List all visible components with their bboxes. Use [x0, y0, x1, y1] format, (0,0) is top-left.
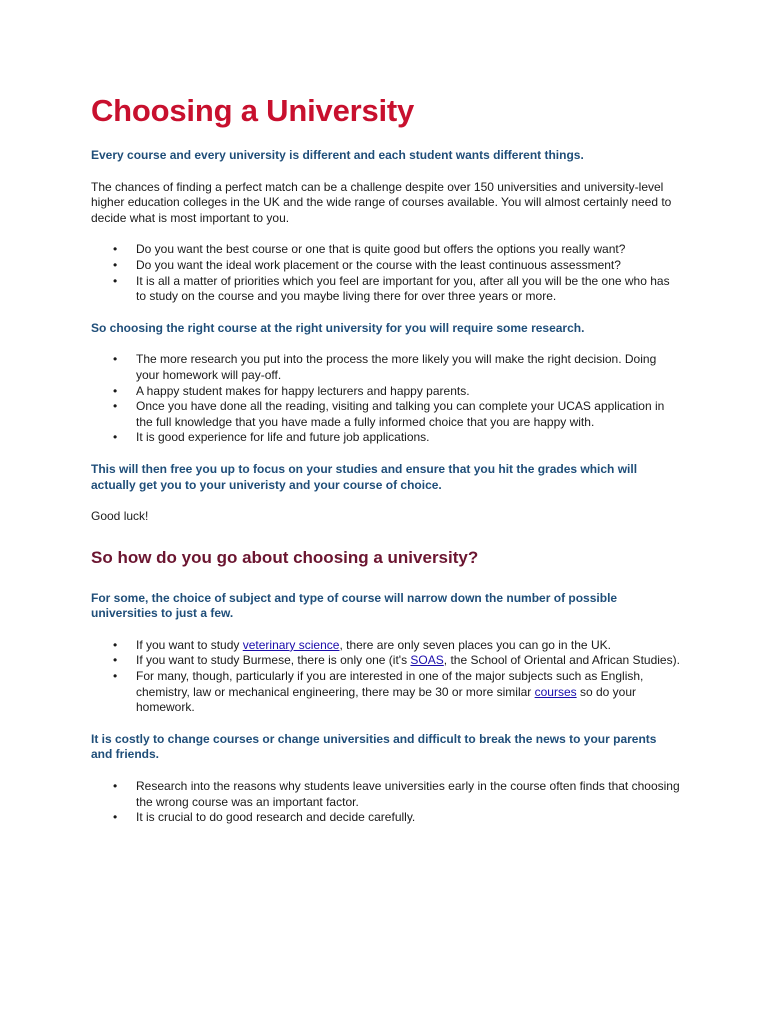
priorities-list: [91, 242, 681, 304]
section-heading: So how do you go about choosing a university?: [91, 547, 479, 567]
research-reasons-list: [91, 779, 681, 826]
veterinary-science-link[interactable]: veterinary science: [242, 637, 340, 652]
list-item: • It is all a matter of priorities which you feel are important for you, after all you will be the one who has to study on the course and you maybe living there for over three years or more.: [91, 274, 681, 305]
costly-change-lead: It is costly to change courses or change universities and difficult to break the news to your parents and friends.: [91, 731, 657, 762]
list-item: • It is good experience for life and future job applications.: [91, 430, 681, 446]
list-item: • Do you want the ideal work placement or the course with the least continuous assessment?: [91, 258, 681, 274]
list-item: • It is crucial to do good research and decide carefully.: [91, 810, 681, 826]
list-item: • Do you want the best course or one that is quite good but offers the options you really want?: [91, 242, 681, 258]
list-item: • Research into the reasons why students leave universities early in the course often finds that choosing the wrong course was an important factor.: [91, 779, 681, 810]
list-item: • Once you have done all the reading, visiting and talking you can complete your UCAS application in the full knowledge that you have made a fully informed choice that you are happy with.: [91, 399, 681, 430]
research-lead: So choosing the right course at the right university for you will require some research.: [91, 320, 585, 335]
research-list: [91, 352, 681, 446]
intro-lead: Every course and every university is different and each student wants different things.: [91, 148, 584, 162]
list-item: • The more research you put into the process the more likely you will make the right decision. Doing your homework will pay-off.: [91, 352, 681, 383]
page-title: Choosing a University: [91, 93, 415, 128]
focus-lead: This will then free you up to focus on your studies and ensure that you hit the grades which will actually get you to your univeristy and your course of choice.: [91, 461, 638, 492]
list-item: • For many, though, particularly if you are interested in one of the major subjects such as English, chemistry, law or mechanical engineering, there may be 30 or more similar courses so do your homework.: [91, 669, 681, 716]
list-item: • If you want to study Burmese, there is only one (it's SOAS, the School of Oriental and African Studies).: [91, 653, 681, 669]
courses-link[interactable]: courses: [534, 684, 577, 699]
document-body: [91, 92, 681, 826]
subject-choice-lead: For some, the choice of subject and type of course will narrow down the number of possible universities to just a few.: [91, 590, 618, 621]
good-luck-text: Good luck!: [91, 509, 149, 524]
subject-list: [91, 638, 681, 716]
soas-link[interactable]: SOAS: [410, 653, 444, 668]
intro-paragraph: The chances of finding a perfect match can be a challenge despite over 150 universities and university-level higher education colleges in the UK and the wide range of courses available. You will almost certainly need to decide what is most important to you.: [91, 179, 672, 225]
list-item: • If you want to study veterinary science, there are only seven places you can go in the UK.: [91, 638, 681, 654]
list-item: • A happy student makes for happy lecturers and happy parents.: [91, 384, 681, 400]
